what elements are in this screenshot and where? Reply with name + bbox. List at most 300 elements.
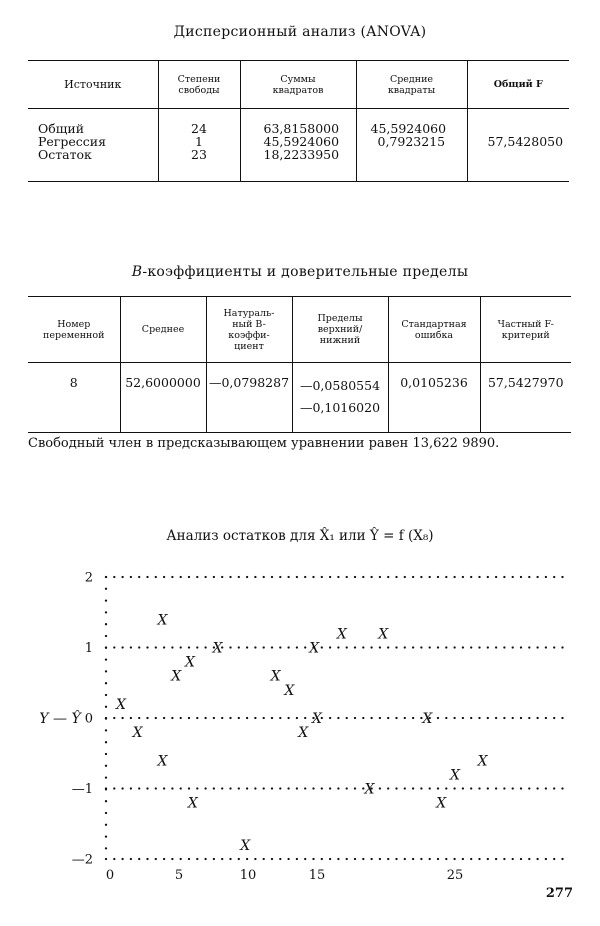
grid-dot — [263, 858, 265, 860]
grid-dot — [121, 858, 123, 860]
grid-dot — [395, 858, 397, 860]
grid-dot — [346, 646, 348, 648]
data-point: X — [436, 795, 447, 812]
grid-dot — [238, 717, 240, 719]
grid-dot — [238, 576, 240, 578]
data-point: X — [132, 725, 143, 742]
grid-dot — [329, 787, 331, 789]
data-point: X — [309, 640, 320, 657]
grid-dot — [387, 787, 389, 789]
grid-dot — [553, 717, 555, 719]
grid-dot — [329, 717, 331, 719]
grid-dot — [188, 646, 190, 648]
grid-dot — [130, 787, 132, 789]
grid-dot — [138, 576, 140, 578]
y-tick-label: —2 — [71, 852, 93, 868]
page-number: 277 — [545, 886, 573, 901]
grid-dot — [453, 717, 455, 719]
axis-dot — [105, 635, 107, 637]
grid-dot — [553, 576, 555, 578]
grid-dot — [420, 646, 422, 648]
grid-dot — [412, 717, 414, 719]
coef-value: —0,0798287 — [206, 363, 292, 433]
grid-dot — [337, 576, 339, 578]
grid-dot — [553, 787, 555, 789]
grid-dot — [420, 576, 422, 578]
grid-dot — [503, 576, 505, 578]
anova-header-ss: Суммы квадратов — [240, 61, 356, 109]
grid-dot — [304, 646, 306, 648]
grid-dot — [246, 576, 248, 578]
grid-dot — [204, 576, 206, 578]
grid-dot — [370, 646, 372, 648]
grid-dot — [528, 858, 530, 860]
grid-dot — [420, 858, 422, 860]
grid-dot — [271, 717, 273, 719]
grid-dot — [561, 787, 563, 789]
grid-dot — [213, 717, 215, 719]
grid-dot — [138, 787, 140, 789]
coef-f: 57,5427970 — [480, 363, 571, 433]
grid-dot — [121, 787, 123, 789]
grid-dot — [121, 576, 123, 578]
grid-dot — [445, 787, 447, 789]
axis-dot — [105, 682, 107, 684]
grid-dot — [263, 646, 265, 648]
grid-dot — [470, 858, 472, 860]
grid-dot — [453, 646, 455, 648]
grid-dot — [130, 717, 132, 719]
grid-dot — [346, 858, 348, 860]
grid-dot — [495, 646, 497, 648]
data-point: X — [450, 767, 460, 784]
data-point: X — [171, 668, 182, 685]
chart-title: Анализ остатков для X̂₁ или Ŷ = f (X₈) — [166, 528, 434, 544]
coef-se: 0,0105236 — [388, 363, 480, 433]
axis-dot — [105, 623, 107, 625]
grid-dot — [470, 576, 472, 578]
grid-dot — [445, 717, 447, 719]
grid-dot — [246, 858, 248, 860]
grid-dot — [171, 717, 173, 719]
grid-dot — [163, 646, 165, 648]
x-tick-label: 25 — [446, 868, 464, 883]
grid-dot — [229, 858, 231, 860]
data-point: X — [116, 696, 127, 713]
grid-dot — [221, 787, 223, 789]
grid-dot — [487, 717, 489, 719]
data-point: X — [378, 626, 389, 643]
grid-dot — [512, 717, 514, 719]
axis-dot — [105, 753, 107, 755]
grid-dot — [263, 576, 265, 578]
y-tick-label: —1 — [71, 782, 93, 797]
grid-dot — [512, 576, 514, 578]
coef-header-mean: Среднее — [120, 297, 206, 363]
coef-header-se: Стандартная ошибка — [388, 297, 480, 363]
grid-dot — [213, 858, 215, 860]
grid-dot — [279, 717, 281, 719]
grid-dot — [271, 858, 273, 860]
grid-dot — [362, 576, 364, 578]
anova-ms-regression: 45,5924060 — [370, 121, 447, 136]
grid-dot — [445, 858, 447, 860]
grid-dot — [337, 787, 339, 789]
grid-dot — [354, 646, 356, 648]
grid-dot — [204, 787, 206, 789]
grid-dot — [263, 787, 265, 789]
axis-dot — [105, 847, 107, 849]
grid-dot — [229, 787, 231, 789]
x-tick-label: 0 — [105, 868, 115, 883]
grid-dot — [171, 576, 173, 578]
anova-source-regression: Регрессия — [38, 134, 106, 149]
grid-dot — [437, 858, 439, 860]
grid-dot — [221, 576, 223, 578]
grid-dot — [429, 646, 431, 648]
grid-dot — [329, 646, 331, 648]
grid-dot — [412, 646, 414, 648]
data-point: X — [187, 795, 198, 812]
grid-dot — [379, 717, 381, 719]
data-point: X — [157, 753, 168, 770]
grid-dot — [155, 576, 157, 578]
y-tick-label: 0 — [84, 711, 93, 727]
anova-col-ms — [356, 109, 467, 182]
coef-mean: 52,6000000 — [120, 363, 206, 433]
grid-dot — [146, 576, 148, 578]
grid-dot — [180, 646, 182, 648]
data-point: X — [240, 837, 251, 854]
grid-dot — [188, 858, 190, 860]
coef-header-coef: Натураль-ный B-коэффи-циент — [206, 297, 292, 363]
grid-dot — [520, 717, 522, 719]
axis-dot — [105, 576, 107, 578]
grid-dot — [387, 858, 389, 860]
axis-dot — [105, 776, 107, 778]
grid-dot — [279, 646, 281, 648]
grid-dot — [478, 717, 480, 719]
grid-dot — [329, 576, 331, 578]
grid-dot — [204, 717, 206, 719]
grid-dot — [321, 646, 323, 648]
grid-dot — [553, 858, 555, 860]
data-point: X — [312, 711, 322, 727]
grid-dot — [387, 576, 389, 578]
grid-dot — [204, 646, 206, 648]
coef-title: B-коэффициенты и доверительные пределы — [131, 264, 469, 280]
grid-dot — [545, 576, 547, 578]
grid-dot — [354, 717, 356, 719]
grid-dot — [312, 858, 314, 860]
grid-dot — [163, 858, 165, 860]
grid-dot — [130, 576, 132, 578]
grid-dot — [462, 858, 464, 860]
grid-dot — [495, 787, 497, 789]
grid-dot — [520, 858, 522, 860]
grid-dot — [163, 576, 165, 578]
grid-dot — [453, 858, 455, 860]
grid-dot — [362, 717, 364, 719]
grid-dot — [437, 646, 439, 648]
grid-dot — [470, 787, 472, 789]
grid-dot — [196, 576, 198, 578]
grid-dot — [246, 717, 248, 719]
coef-upper: —0,0580554 — [299, 378, 381, 393]
grid-dot — [503, 787, 505, 789]
grid-dot — [362, 646, 364, 648]
anova-col-df — [158, 109, 240, 182]
data-point: X — [336, 626, 347, 643]
intercept-note: Свободный член в предсказывающем уравнении равен 13,622 9890. — [28, 436, 500, 451]
grid-dot — [287, 787, 289, 789]
grid-dot — [512, 787, 514, 789]
grid-dot — [171, 787, 173, 789]
anova-source-residual: Остаток — [38, 147, 92, 162]
grid-dot — [296, 646, 298, 648]
grid-dot — [437, 787, 439, 789]
anova-f-regression: 57,5428050 — [487, 134, 564, 149]
grid-dot — [312, 576, 314, 578]
grid-dot — [561, 576, 563, 578]
grid-dot — [495, 717, 497, 719]
y-tick-label: 2 — [84, 570, 93, 586]
grid-dot — [453, 576, 455, 578]
grid-dot — [462, 576, 464, 578]
grid-dot — [287, 576, 289, 578]
anova-col-source — [28, 109, 158, 182]
grid-dot — [263, 717, 265, 719]
grid-dot — [321, 787, 323, 789]
grid-dot — [395, 717, 397, 719]
grid-dot — [470, 646, 472, 648]
grid-dot — [180, 858, 182, 860]
grid-dot — [395, 646, 397, 648]
grid-dot — [545, 787, 547, 789]
y-axis-label: Y — Ŷ — [39, 711, 81, 727]
grid-dot — [204, 858, 206, 860]
grid-dot — [561, 646, 563, 648]
grid-dot — [429, 858, 431, 860]
grid-dot — [395, 787, 397, 789]
grid-dot — [196, 787, 198, 789]
grid-dot — [155, 646, 157, 648]
anova-ss-regression: 45,5924060 — [263, 134, 340, 149]
grid-dot — [105, 858, 107, 860]
grid-dot — [296, 717, 298, 719]
grid-dot — [370, 576, 372, 578]
grid-dot — [329, 858, 331, 860]
grid-dot — [196, 717, 198, 719]
anova-source-total: Общий — [38, 121, 85, 136]
grid-dot — [146, 858, 148, 860]
grid-dot — [238, 646, 240, 648]
grid-dot — [254, 646, 256, 648]
data-point: X — [364, 781, 375, 798]
grid-dot — [553, 646, 555, 648]
grid-dot — [188, 787, 190, 789]
axis-dot — [105, 694, 107, 696]
coef-title-text: -коэффициенты и доверительные пределы — [142, 264, 469, 280]
grid-dot — [304, 858, 306, 860]
anova-header-ms: Средние квадраты — [356, 61, 467, 109]
grid-dot — [412, 858, 414, 860]
data-point: X — [422, 711, 433, 727]
grid-dot — [487, 576, 489, 578]
grid-dot — [445, 576, 447, 578]
grid-dot — [545, 646, 547, 648]
grid-dot — [528, 576, 530, 578]
grid-dot — [246, 646, 248, 648]
anova-df-residual: 23 — [191, 147, 207, 162]
grid-dot — [437, 576, 439, 578]
axis-dot — [105, 729, 107, 731]
grid-dot — [429, 576, 431, 578]
grid-dot — [163, 717, 165, 719]
grid-dot — [287, 717, 289, 719]
coef-header-f: Частный F-критерий — [480, 297, 571, 363]
grid-dot — [287, 646, 289, 648]
anova-df-regression: 1 — [195, 134, 203, 149]
grid-dot — [387, 646, 389, 648]
grid-dot — [304, 576, 306, 578]
grid-dot — [337, 858, 339, 860]
grid-dot — [121, 717, 123, 719]
grid-dot — [130, 858, 132, 860]
grid-dot — [478, 858, 480, 860]
grid-dot — [395, 576, 397, 578]
grid-dot — [337, 717, 339, 719]
grid-dot — [279, 858, 281, 860]
anova-ss-residual: 18,2233950 — [263, 147, 340, 162]
grid-dot — [503, 858, 505, 860]
grid-dot — [346, 787, 348, 789]
grid-dot — [536, 646, 538, 648]
grid-dot — [512, 646, 514, 648]
grid-dot — [171, 646, 173, 648]
grid-dot — [429, 787, 431, 789]
grid-dot — [279, 787, 281, 789]
grid-dot — [404, 787, 406, 789]
grid-dot — [561, 858, 563, 860]
data-point: X — [270, 668, 281, 685]
data-point: X — [212, 640, 223, 657]
grid-dot — [155, 858, 157, 860]
data-point: X — [298, 725, 309, 742]
grid-dot — [254, 787, 256, 789]
axis-dot — [105, 800, 107, 802]
grid-dot — [238, 858, 240, 860]
grid-dot — [271, 646, 273, 648]
grid-dot — [545, 717, 547, 719]
grid-dot — [113, 858, 115, 860]
grid-dot — [462, 787, 464, 789]
anova-header-source: Источник — [28, 61, 158, 109]
data-point: X — [477, 753, 488, 770]
y-tick-label: 1 — [84, 641, 93, 656]
grid-dot — [445, 646, 447, 648]
grid-dot — [229, 646, 231, 648]
grid-dot — [121, 646, 123, 648]
axis-dot — [105, 647, 107, 649]
grid-dot — [420, 787, 422, 789]
grid-dot — [321, 858, 323, 860]
grid-dot — [404, 576, 406, 578]
coef-var: 8 — [28, 363, 120, 433]
grid-dot — [528, 787, 530, 789]
anova-df-total: 24 — [191, 121, 207, 136]
anova-header-f: Общий F — [467, 61, 569, 109]
grid-dot — [254, 717, 256, 719]
grid-dot — [437, 717, 439, 719]
grid-dot — [246, 787, 248, 789]
grid-dot — [462, 646, 464, 648]
grid-dot — [379, 858, 381, 860]
grid-dot — [188, 576, 190, 578]
grid-dot — [254, 576, 256, 578]
grid-dot — [221, 717, 223, 719]
grid-dot — [188, 717, 190, 719]
grid-dot — [487, 858, 489, 860]
grid-dot — [495, 858, 497, 860]
grid-dot — [362, 858, 364, 860]
grid-dot — [113, 717, 115, 719]
grid-dot — [354, 576, 356, 578]
grid-dot — [113, 576, 115, 578]
grid-dot — [155, 787, 157, 789]
grid-dot — [370, 858, 372, 860]
grid-dot — [163, 787, 165, 789]
data-point: X — [157, 612, 168, 629]
grid-dot — [478, 646, 480, 648]
grid-dot — [138, 646, 140, 648]
x-tick-label: 10 — [239, 868, 257, 883]
grid-dot — [536, 787, 538, 789]
grid-dot — [520, 646, 522, 648]
grid-dot — [520, 576, 522, 578]
grid-dot — [346, 576, 348, 578]
grid-dot — [312, 787, 314, 789]
grid-dot — [221, 858, 223, 860]
grid-dot — [404, 858, 406, 860]
axis-dot — [105, 788, 107, 790]
grid-dot — [213, 576, 215, 578]
grid-dot — [271, 576, 273, 578]
coef-table — [28, 296, 571, 433]
grid-dot — [536, 576, 538, 578]
grid-dot — [304, 787, 306, 789]
grid-dot — [296, 576, 298, 578]
grid-dot — [487, 787, 489, 789]
grid-dot — [453, 787, 455, 789]
anova-ms-residual: 0,7923215 — [377, 134, 446, 149]
grid-dot — [379, 576, 381, 578]
axis-dot — [105, 812, 107, 814]
grid-dot — [296, 787, 298, 789]
residual-plot — [0, 510, 600, 890]
grid-dot — [520, 787, 522, 789]
grid-dot — [180, 717, 182, 719]
grid-dot — [138, 717, 140, 719]
grid-dot — [229, 576, 231, 578]
axis-dot — [105, 670, 107, 672]
x-tick-label: 15 — [308, 868, 326, 883]
plot-points — [115, 612, 489, 854]
grid-dot — [113, 787, 115, 789]
grid-dot — [146, 787, 148, 789]
coef-header-var: Номер переменной — [28, 297, 120, 363]
grid-dot — [146, 646, 148, 648]
